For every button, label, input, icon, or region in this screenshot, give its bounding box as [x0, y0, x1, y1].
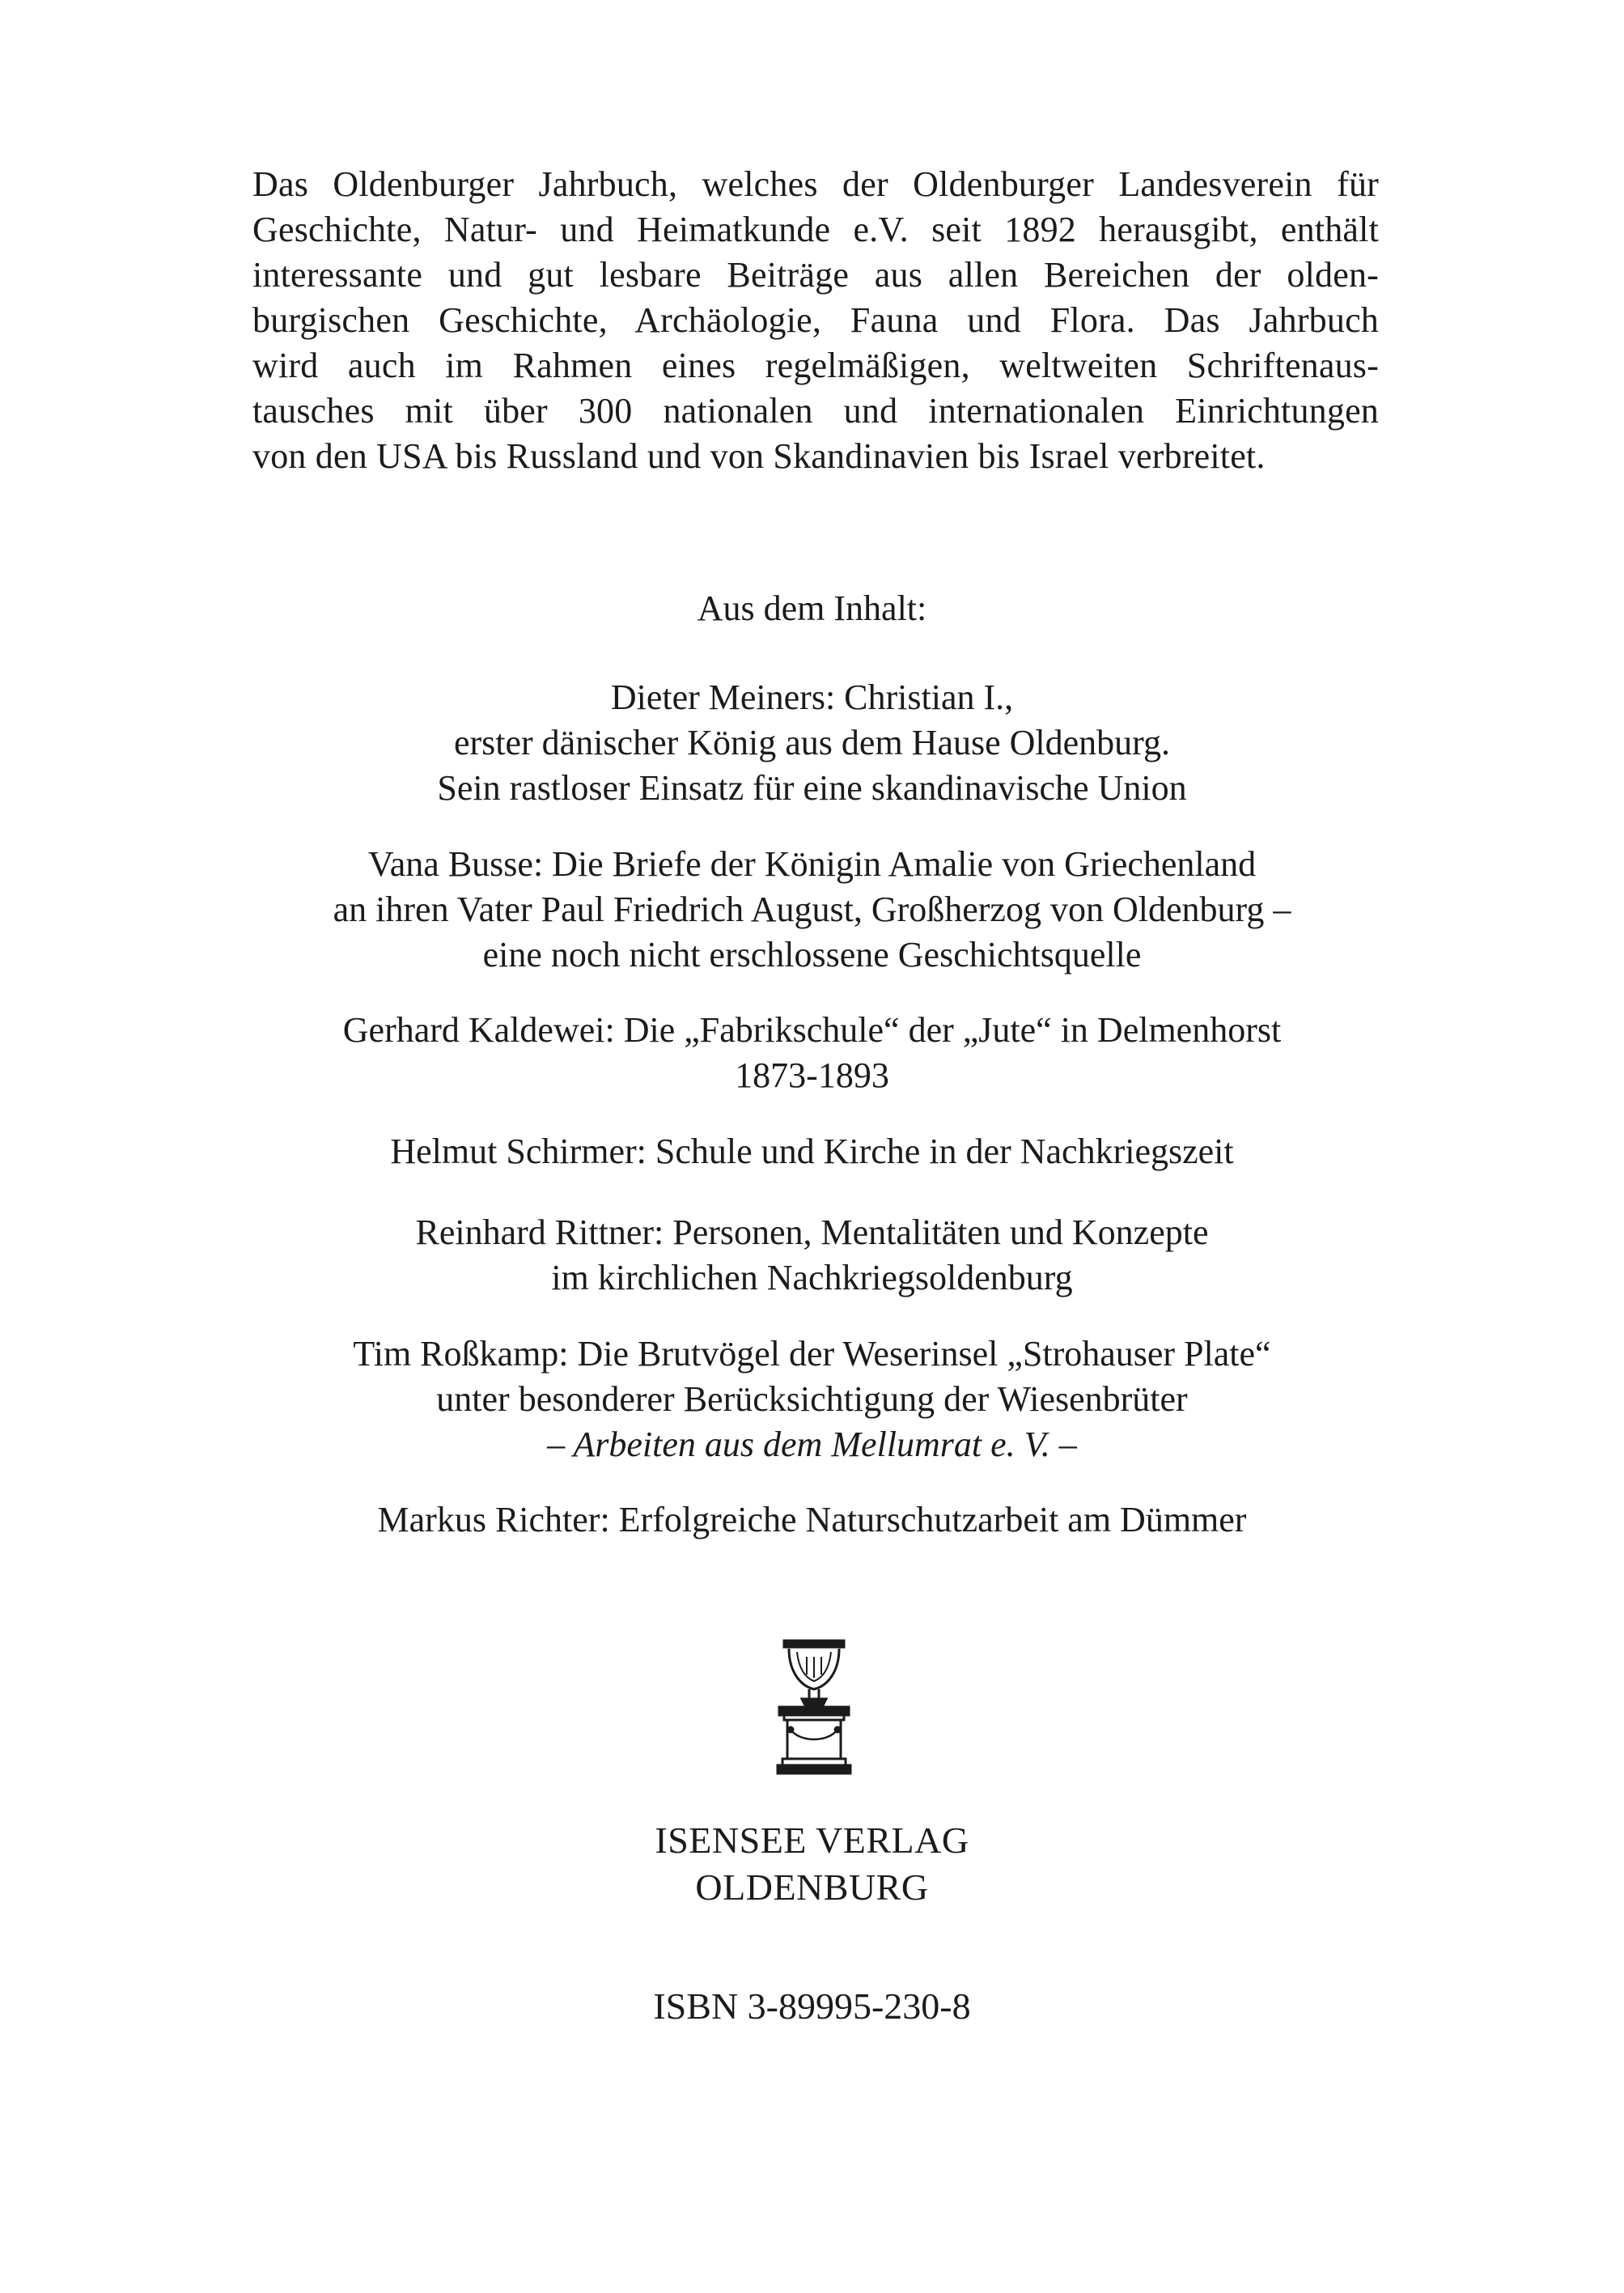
entry-line: eine noch nicht erschlossene Geschichtsquelle — [482, 935, 1142, 975]
urn-on-pedestal-icon — [765, 1639, 863, 1777]
entry-line: Markus Richter: Erfolgreiche Naturschutzarbeit am Dümmer — [377, 1500, 1247, 1539]
publisher-name: ISENSEE VERLAG — [655, 1820, 969, 1861]
entry-series-note: – Arbeiten aus dem Mellumrat e. V. – — [547, 1425, 1077, 1464]
entry-line: Reinhard Rittner: Personen, Mentalitäten und Konzepte — [415, 1212, 1209, 1252]
contents-heading: Aus dem Inhalt: — [697, 588, 927, 628]
contents-entry — [0, 1008, 1624, 1098]
publisher-city: OLDENBURG — [695, 1866, 929, 1908]
contents-entry — [0, 1497, 1624, 1543]
intro-line: von den USA bis Russland und von Skandinavien bis Israel verbreitet. — [252, 436, 1266, 476]
publisher-block — [0, 1817, 1624, 1911]
entry-line: Tim Roßkamp: Die Brutvögel der Weserinsel „Strohauser Plate“ — [353, 1334, 1271, 1374]
intro-line: burgischen Geschichte, Archäologie, Fauna und Flora. Das Jahrbuch — [252, 300, 1379, 340]
entry-line: unter besonderer Berücksichtigung der Wiesenbrüter — [436, 1379, 1188, 1419]
entry-line: Sein rastloser Einsatz für eine skandinavische Union — [437, 768, 1187, 808]
entry-line: an ihren Vater Paul Friedrich August, Großherzog von Oldenburg – — [333, 890, 1291, 929]
isbn: ISBN 3-89995-230-8 — [653, 1985, 971, 2027]
entry-line: 1873-1893 — [735, 1055, 889, 1095]
entry-line: Gerhard Kaldewei: Die „Fabrikschule“ der „Jute“ in Delmenhorst — [342, 1010, 1282, 1050]
intro-line: tausches mit über 300 nationalen und internationalen Einrichtungen — [252, 391, 1379, 431]
contents-entry — [0, 1129, 1624, 1174]
contents-entry — [0, 1210, 1624, 1301]
intro-paragraph — [252, 162, 1379, 479]
entry-line: Vana Busse: Die Briefe der Königin Amalie von Griechenland — [367, 844, 1257, 884]
entry-line: im kirchlichen Nachkriegsoldenburg — [551, 1258, 1073, 1297]
contents-entry — [0, 675, 1624, 811]
entry-line: Dieter Meiners: Christian I., — [610, 677, 1014, 717]
contents-entry — [0, 1331, 1624, 1467]
entry-line: erster dänischer König aus dem Hause Oldenburg. — [453, 723, 1171, 762]
intro-line: Das Oldenburger Jahrbuch, welches der Oldenburger Landesverein für — [252, 164, 1379, 204]
intro-line: Geschichte, Natur- und Heimatkunde e.V. seit 1892 herausgibt, enthält — [252, 210, 1379, 249]
intro-line: wird auch im Rahmen eines regelmäßigen, weltweiten Schriftenaus- — [252, 346, 1379, 385]
contents-entry — [0, 842, 1624, 978]
entry-line: Helmut Schirmer: Schule und Kirche in der Nachkriegszeit — [390, 1132, 1234, 1171]
intro-line: interessante und gut lesbare Beiträge aus allen Bereichen der olden- — [252, 255, 1379, 295]
